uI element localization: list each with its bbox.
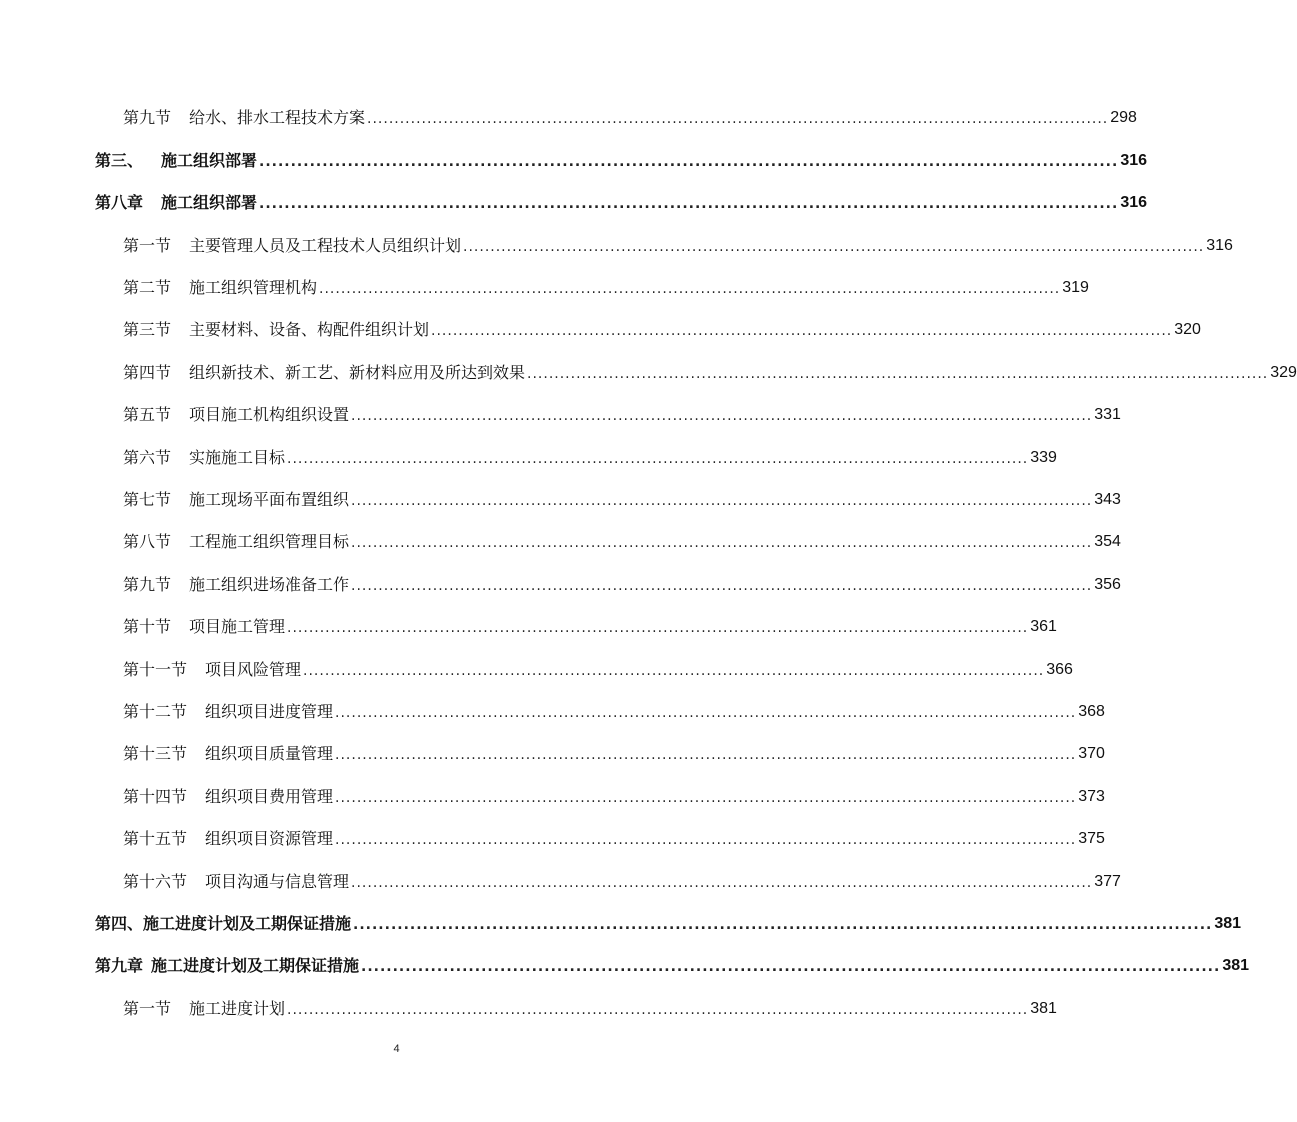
toc-entry-number: 第四、 (95, 914, 144, 933)
toc-entry[interactable] (123, 274, 1089, 298)
toc-entry[interactable] (123, 740, 1105, 764)
toc-entry-page: 316 (1120, 194, 1148, 211)
toc-entry-number: 第三节 (123, 320, 172, 339)
toc-entry-page: 339 (1030, 449, 1057, 466)
toc-leader-dots: ........................................................................................................................................ (431, 323, 1173, 339)
toc-leader-dots: ........................................................................................................................................ (335, 747, 1077, 763)
toc-entry-title: 组织项目进度管理 (205, 702, 334, 721)
toc-entry-title: 施工进度计划及工期保证措施 (151, 956, 360, 975)
toc-leader-dots: ........................................................................................................................................ (361, 959, 1221, 975)
toc-entry-title: 项目沟通与信息管理 (205, 872, 350, 891)
toc-leader-dots: ........................................................................................................................................ (463, 239, 1205, 255)
toc-entry-title: 组织项目费用管理 (205, 787, 334, 806)
toc-leader-dots: ........................................................................................................................................ (527, 366, 1269, 382)
toc-entry-number: 第五节 (123, 405, 172, 424)
toc-entry-page: 356 (1094, 576, 1121, 593)
toc-leader-dots: ........................................................................................................................................ (335, 832, 1077, 848)
toc-entry-page: 361 (1030, 618, 1057, 635)
toc-entry[interactable] (123, 444, 1057, 468)
toc-entry-number: 第十三节 (123, 744, 188, 763)
toc-entry-page: 381 (1030, 1000, 1057, 1017)
toc-leader-dots: ........................................................................................................................................ (319, 281, 1061, 297)
toc-entry-title: 组织新技术、新工艺、新材料应用及所达到效果 (189, 363, 526, 382)
toc-leader-dots: ........................................................................................................................................ (259, 196, 1119, 212)
toc-entry-title: 主要材料、设备、构配件组织计划 (189, 320, 430, 339)
toc-entry-title: 施工组织部署 (161, 193, 258, 212)
toc-entry[interactable] (123, 698, 1105, 722)
toc-entry[interactable] (95, 910, 1242, 934)
toc-entry-title: 组织项目资源管理 (205, 829, 334, 848)
toc-leader-dots: ........................................................................................................................................ (351, 875, 1093, 891)
toc-entry-page: 331 (1094, 406, 1121, 423)
toc-leader-dots: ........................................................................................................................................ (303, 663, 1045, 679)
toc-entry-number: 第三、 (95, 151, 144, 170)
toc-leader-dots: ........................................................................................................................................ (287, 1002, 1029, 1018)
toc-entry-number: 第九章 (95, 956, 144, 975)
toc-entry-title: 施工进度计划及工期保证措施 (143, 914, 352, 933)
toc-entry-page: 373 (1078, 788, 1105, 805)
toc-entry[interactable] (123, 783, 1105, 807)
toc-entry-number: 第一节 (123, 999, 172, 1018)
toc-entry-title: 实施施工目标 (189, 448, 286, 467)
toc-entry-title: 给水、排水工程技术方案 (189, 108, 366, 127)
toc-leader-dots: ........................................................................................................................................ (335, 705, 1077, 721)
toc-entry-number: 第十四节 (123, 787, 188, 806)
toc-entry[interactable] (123, 656, 1073, 680)
toc-entry[interactable] (123, 486, 1121, 510)
toc-leader-dots: ........................................................................................................................................ (259, 154, 1119, 170)
toc-entry-page: 366 (1046, 661, 1073, 678)
toc-entry-number: 第十六节 (123, 872, 188, 891)
toc-leader-dots: ........................................................................................................................................ (367, 111, 1109, 127)
toc-entry[interactable] (123, 528, 1121, 552)
toc-entry[interactable] (123, 359, 1297, 383)
page-number: 4 (393, 1043, 400, 1055)
toc-entry-title: 组织项目质量管理 (205, 744, 334, 763)
toc-entry-page: 354 (1094, 533, 1121, 550)
toc-entry-number: 第七节 (123, 490, 172, 509)
toc-entry-number: 第十节 (123, 617, 172, 636)
toc-entry-page: 329 (1270, 364, 1297, 381)
toc-entry-number: 第十一节 (123, 660, 188, 679)
toc-leader-dots: ........................................................................................................................................ (351, 535, 1093, 551)
toc-entry-page: 381 (1214, 915, 1242, 932)
toc-entry[interactable] (123, 571, 1121, 595)
toc-entry[interactable] (95, 952, 1250, 976)
toc-entry[interactable] (123, 825, 1105, 849)
toc-entry-page: 319 (1062, 279, 1089, 296)
toc-leader-dots: ........................................................................................................................................ (287, 451, 1029, 467)
toc-entry-number: 第二节 (123, 278, 172, 297)
toc-entry-page: 343 (1094, 491, 1121, 508)
toc-leader-dots: ........................................................................................................................................ (353, 917, 1213, 933)
toc-entry[interactable] (123, 868, 1121, 892)
toc-leader-dots: ........................................................................................................................................ (351, 408, 1093, 424)
toc-entry-number: 第九节 (123, 108, 172, 127)
toc-leader-dots: ........................................................................................................................................ (351, 578, 1093, 594)
toc-entry-page: 370 (1078, 745, 1105, 762)
toc-entry-title: 施工组织管理机构 (189, 278, 318, 297)
toc-entry[interactable] (123, 613, 1057, 637)
toc-leader-dots: ........................................................................................................................................ (351, 493, 1093, 509)
toc-leader-dots: ........................................................................................................................................ (287, 620, 1029, 636)
toc-entry-number: 第一节 (123, 236, 172, 255)
toc-entry-page: 316 (1120, 152, 1148, 169)
toc-entry-number: 第六节 (123, 448, 172, 467)
toc-entry-number: 第十二节 (123, 702, 188, 721)
toc-entry-title: 项目施工机构组织设置 (189, 405, 350, 424)
toc-entry-number: 第八节 (123, 532, 172, 551)
toc-entry-page: 377 (1094, 873, 1121, 890)
toc-entry-page: 368 (1078, 703, 1105, 720)
toc-entry-number: 第十五节 (123, 829, 188, 848)
toc-entry[interactable] (95, 189, 1148, 213)
toc-entry[interactable] (123, 401, 1121, 425)
toc-leader-dots: ........................................................................................................................................ (335, 790, 1077, 806)
toc-entry-page: 298 (1110, 109, 1137, 126)
toc-entry[interactable] (123, 104, 1137, 128)
toc-entry-title: 施工现场平面布置组织 (189, 490, 350, 509)
toc-entry-title: 项目施工管理 (189, 617, 286, 636)
toc-entry-title: 工程施工组织管理目标 (189, 532, 350, 551)
toc-entry-number: 第八章 (95, 193, 144, 212)
toc-entry-page: 381 (1222, 957, 1250, 974)
toc-entry-title: 施工组织进场准备工作 (189, 575, 350, 594)
toc-entry-title: 施工组织部署 (161, 151, 258, 170)
toc-entry-title: 主要管理人员及工程技术人员组织计划 (189, 236, 462, 255)
toc-entry[interactable] (123, 995, 1057, 1019)
toc-entry-page: 375 (1078, 830, 1105, 847)
toc-entry[interactable] (95, 147, 1148, 171)
toc-entry-page: 316 (1206, 237, 1233, 254)
toc-entry-page: 320 (1174, 321, 1201, 338)
toc-entry-title: 施工进度计划 (189, 999, 286, 1018)
toc-entry[interactable] (123, 232, 1233, 256)
toc-entry-number: 第四节 (123, 363, 172, 382)
toc-entry-title: 项目风险管理 (205, 660, 302, 679)
toc-entry-number: 第九节 (123, 575, 172, 594)
toc-entry[interactable] (123, 316, 1201, 340)
